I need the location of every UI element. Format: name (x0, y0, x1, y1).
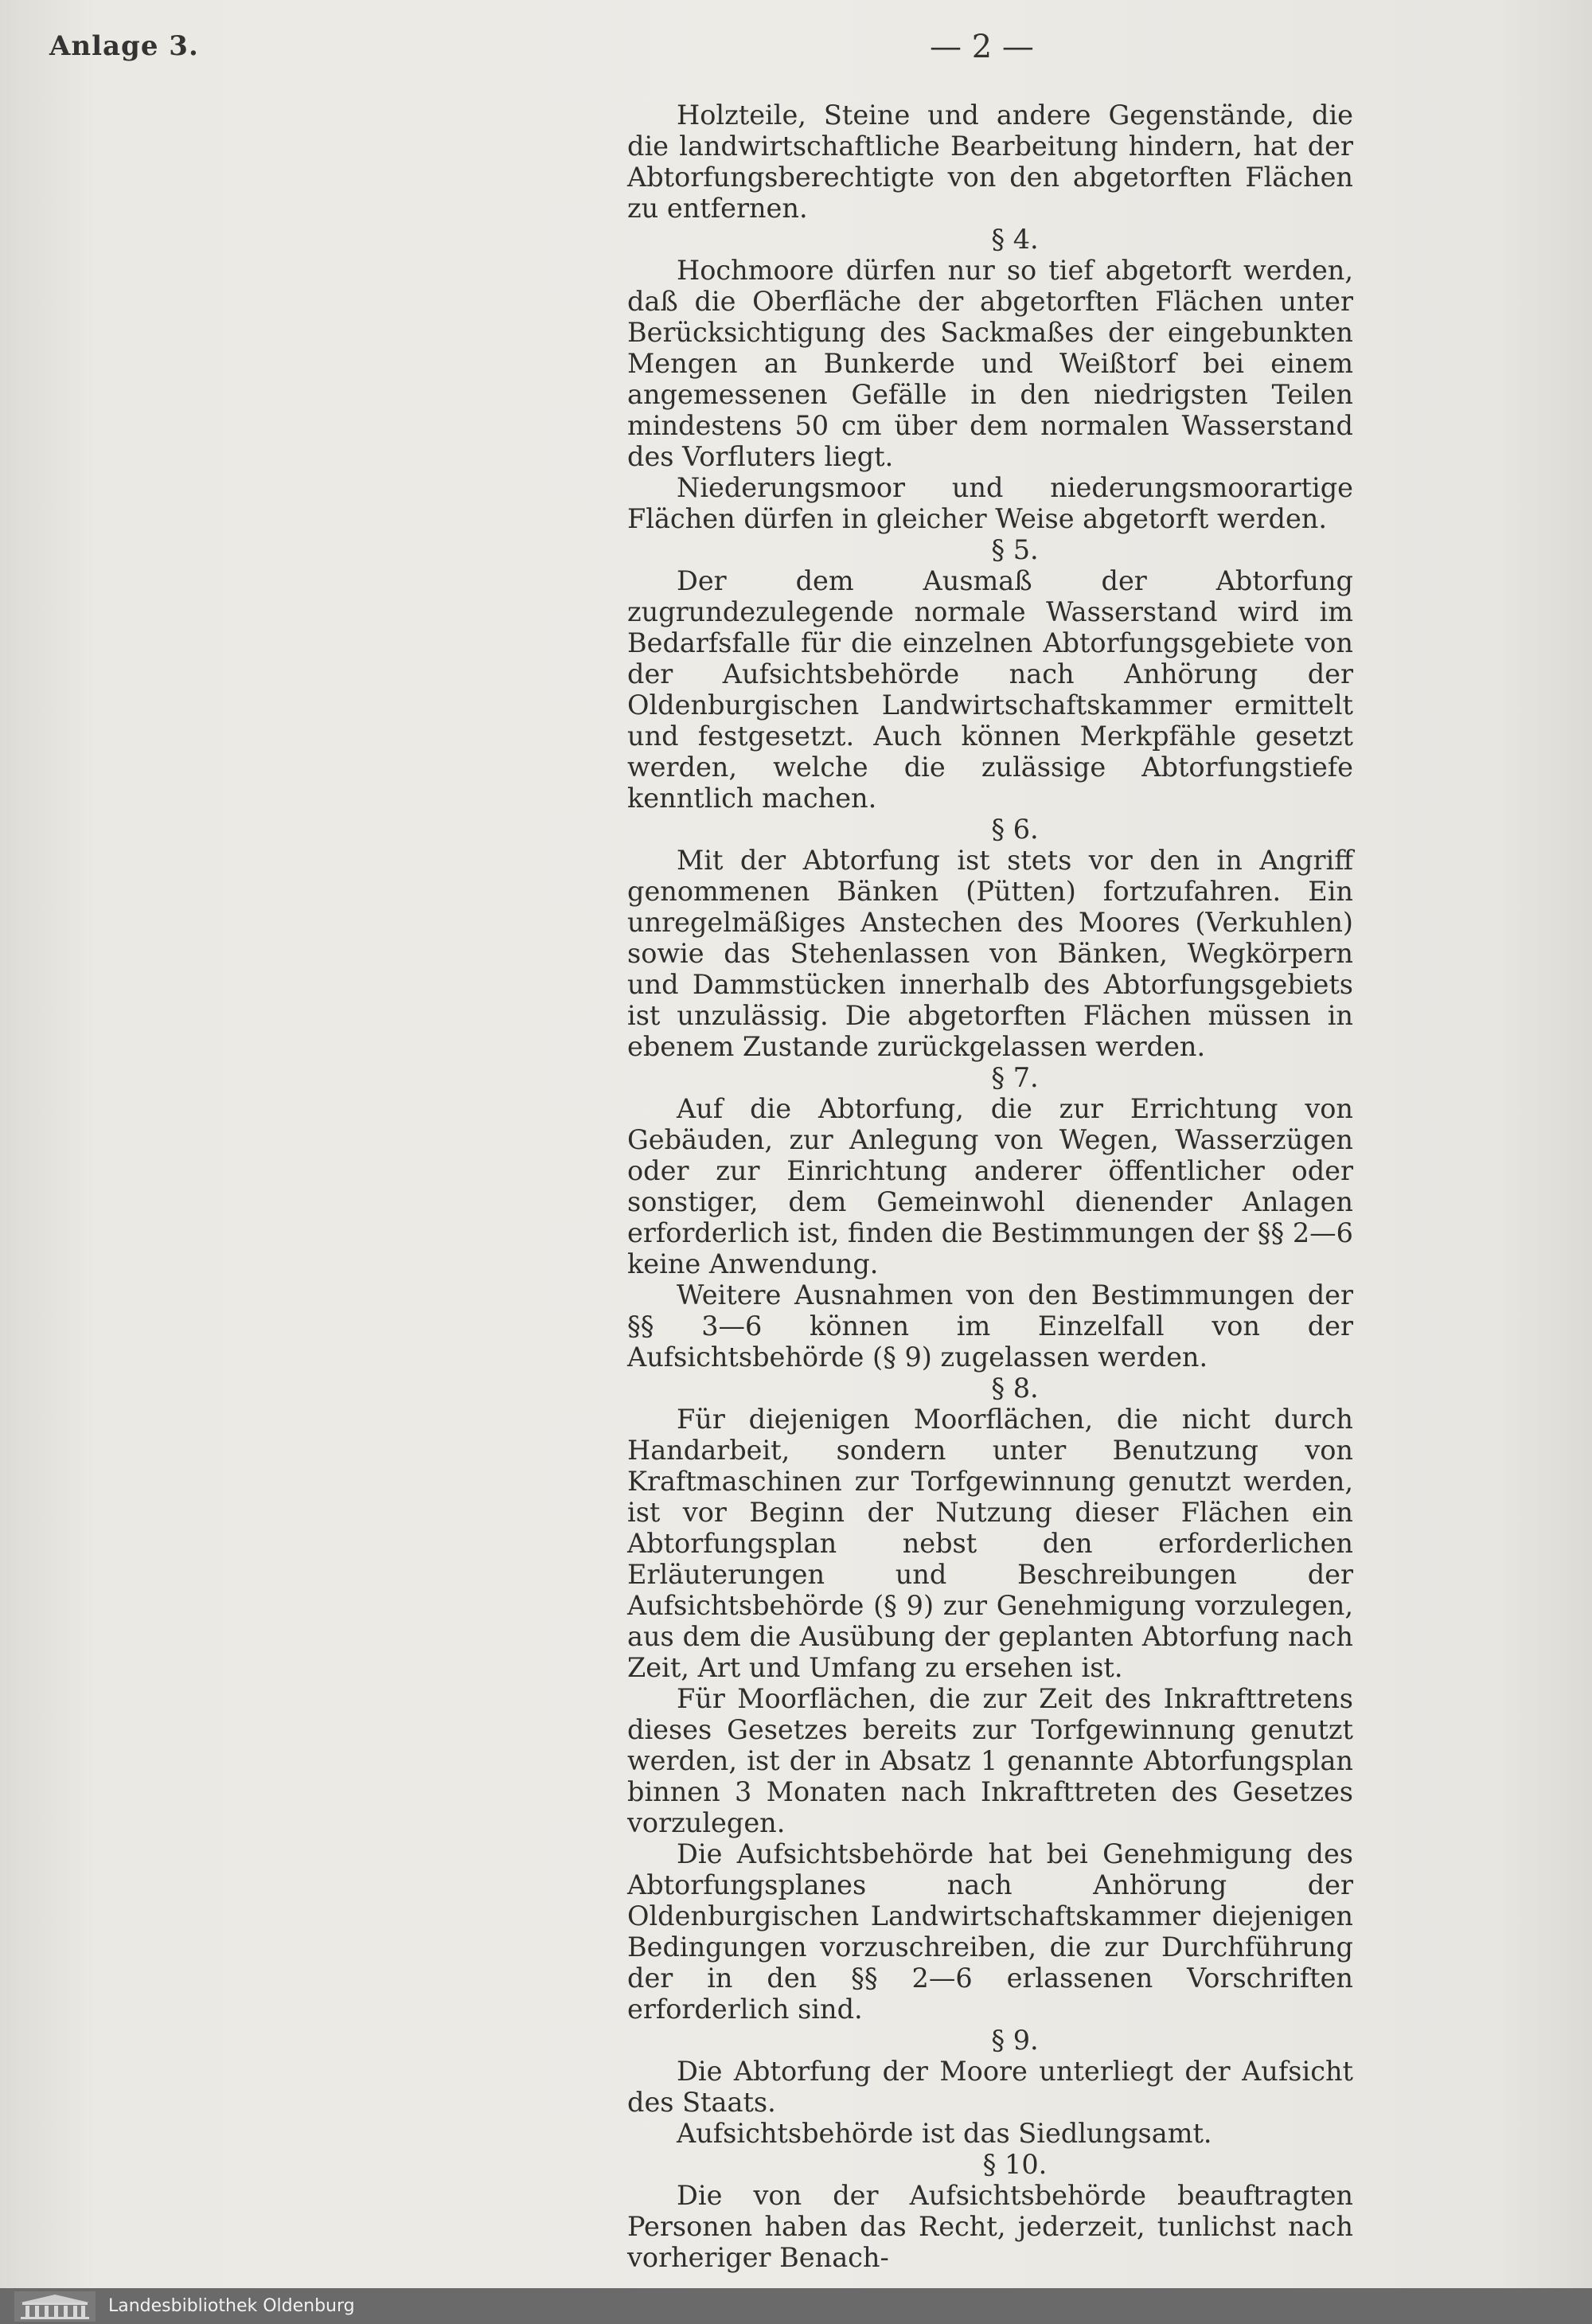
page-number: — 2 — (930, 29, 1034, 65)
section-heading-8: § 8. (991, 1373, 1039, 1404)
paragraph: Aufsichtsbehörde ist das Siedlungsamt. (677, 2118, 1212, 2149)
body-text (627, 100, 1353, 2273)
section-heading-9: § 9. (991, 2025, 1039, 2056)
paragraph: Für Moorflächen, die zur Zeit des Inkrafttretens dieses Gesetzes bereits zur Torfgewinnung genutzt werden, ist der in Absatz 1 genannte Abtorfungsplan binnen 3 Monaten nach Inkrafttreten des Gesetzes vorzulegen. (627, 1683, 1353, 1838)
paragraph: Auf die Abtorfung, die zur Errichtung von Gebäuden, zur Anlegung von Wegen, Wasserzügen oder zur Einrichtung anderer öffentlicher oder sonstiger, dem Gemeinwohl dienender Anlagen erforderlich ist, finden die Bestimmungen der §§ 2—6 keine Anwendung. (627, 1093, 1353, 1279)
section-heading-7: § 7. (991, 1062, 1039, 1093)
paragraph: Weitere Ausnahmen von den Bestimmungen der §§ 3—6 können im Einzelfall von der Aufsichtsbehörde (§ 9) zugelassen werden. (627, 1279, 1353, 1373)
paragraph: Die Abtorfung der Moore unterliegt der Aufsicht des Staats. (627, 2056, 1353, 2118)
paragraph: Die von der Aufsichtsbehörde beauftragten Personen haben das Recht, jederzeit, tunlichst nach vorheriger Benach- (627, 2180, 1353, 2273)
library-building-icon (14, 2291, 96, 2322)
paragraph: Niederungsmoor und niederungsmoorartige Flächen dürfen in gleicher Weise abgetorft werden. (627, 472, 1353, 534)
section-heading-6: § 6. (991, 814, 1039, 845)
paragraph: Holzteile, Steine und andere Gegenstände, die die landwirtschaftliche Bearbeitung hindern, hat der Abtorfungsberechtigte von den abgetorften Flächen zu entfernen. (627, 100, 1353, 224)
section-heading-10: § 10. (982, 2149, 1048, 2180)
section-heading-5: § 5. (991, 534, 1039, 565)
library-name: Landesbibliothek Oldenburg (108, 2296, 355, 2316)
annex-label: Anlage 3. (49, 30, 199, 62)
paragraph: Der dem Ausmaß der Abtorfung zugrundezulegende normale Wasserstand wird im Bedarfsfalle für die einzelnen Abtorfungsgebiete von der Aufsichtsbehörde nach Anhörung der Oldenburgischen Landwirtschaftskammer ermittelt und festgesetzt. Auch können Merkpfähle gesetzt werden, welche die zulässige Abtorfungstiefe kenntlich machen. (627, 565, 1353, 814)
paragraph: Hochmoore dürfen nur so tief abgetorft werden, daß die Oberfläche der abgetorften Flächen unter Berücksichtigung des Sackmaßes der eingebunkten Mengen an Bunkerde und Weißtorf bei einem angemessenen Gefälle in den niedrigsten Teilen mindestens 50 cm über dem normalen Wasserstand des Vorfluters liegt. (627, 255, 1353, 472)
section-heading-4: § 4. (991, 224, 1039, 255)
paragraph: Für diejenigen Moorflächen, die nicht durch Handarbeit, sondern unter Benutzung von Kraftmaschinen zur Torfgewinnung genutzt werden, ist vor Beginn der Nutzung dieser Flächen ein Abtorfungsplan nebst den erforderlichen Erläuterungen und Beschreibungen der Aufsichtsbehörde (§ 9) zur Genehmigung vorzulegen, aus dem die Ausübung der geplanten Abtorfung nach Zeit, Art und Umfang zu ersehen ist. (627, 1404, 1353, 1683)
paragraph: Mit der Abtorfung ist stets vor den in Angriff genommenen Bänken (Pütten) fortzufahren. Ein unregelmäßiges Anstechen des Moores (Verkuhlen) sowie das Stehenlassen von Bänken, Wegkörpern und Dammstücken innerhalb des Abtorfungsgebiets ist unzulässig. Die abgetorften Flächen müssen in ebenem Zustande zurückgelassen werden. (627, 845, 1353, 1062)
paragraph: Die Aufsichtsbehörde hat bei Genehmigung des Abtorfungsplanes nach Anhörung der Oldenburgischen Landwirtschaftskammer diejenigen Bedingungen vorzuschreiben, die zur Durchführung der in den §§ 2—6 erlassenen Vorschriften erforderlich sind. (627, 1838, 1353, 2025)
